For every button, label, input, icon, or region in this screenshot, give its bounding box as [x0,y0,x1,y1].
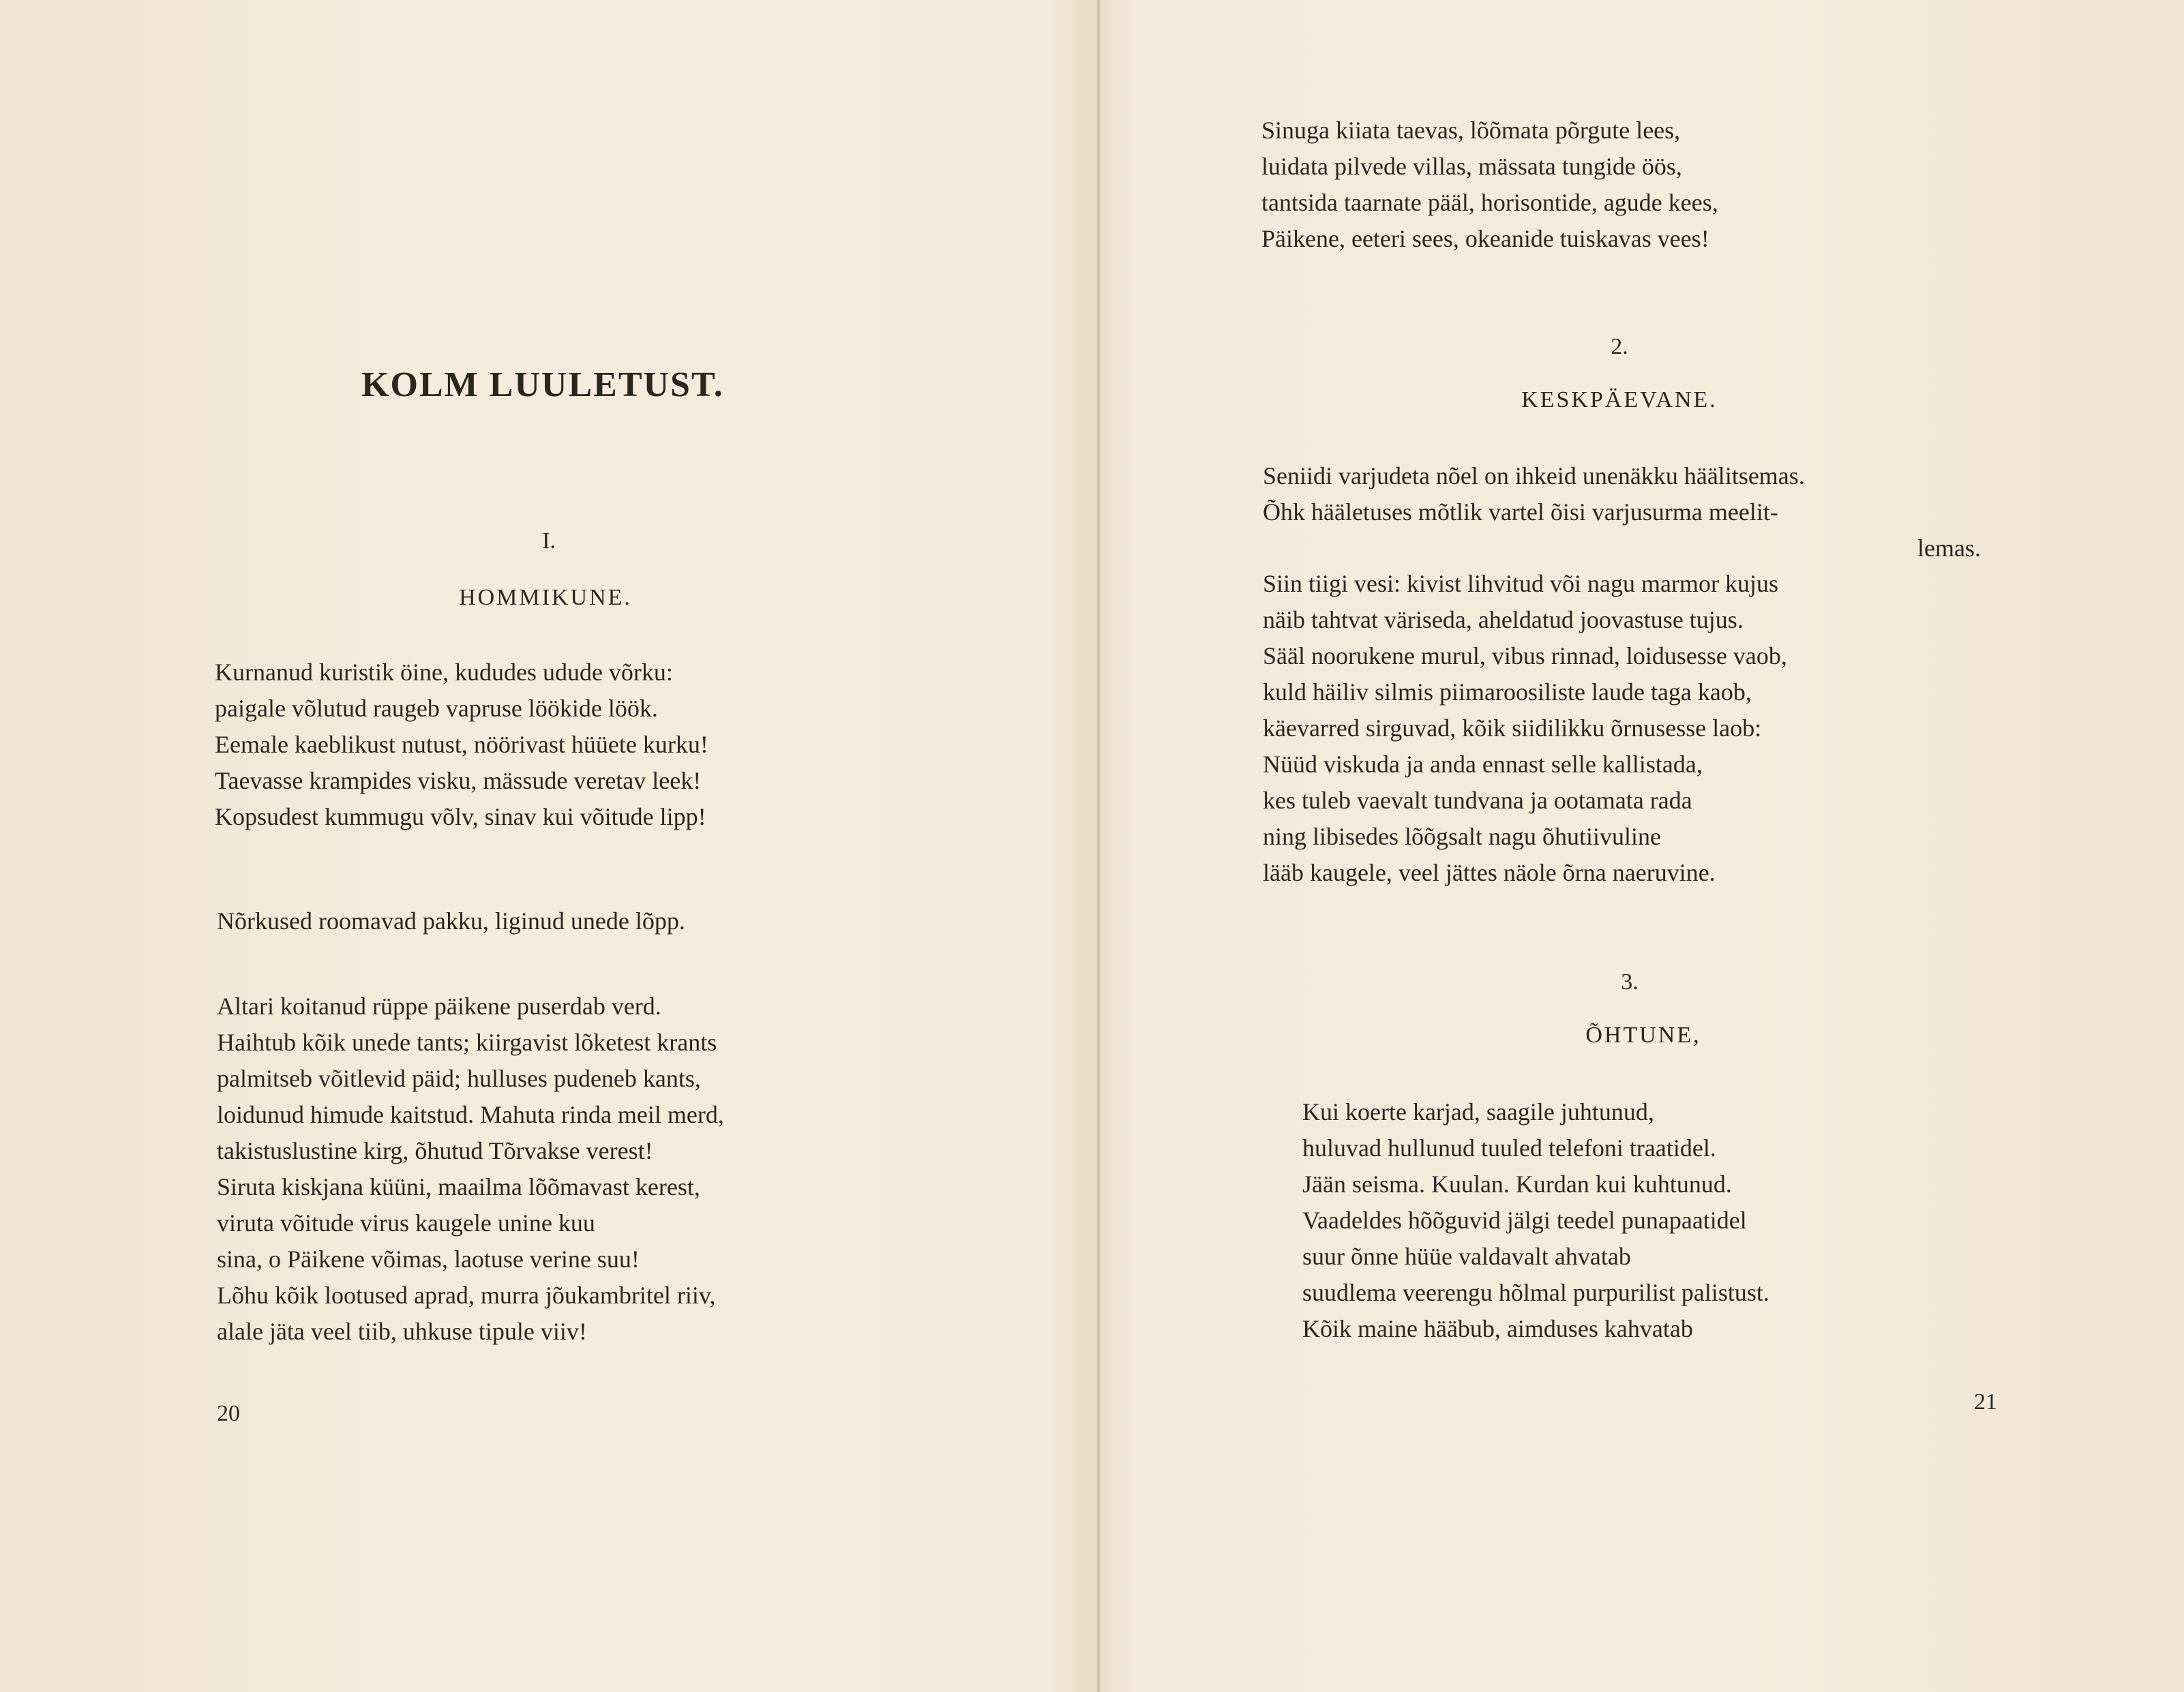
section-number-2: 2. [1611,334,1628,359]
poem-line: kuld häiliv silmis piimaroosiliste laude taga kaob, [1263,678,1752,706]
poem-line: takistuslustine kirg, õhutud Tõrvakse verest! [217,1137,653,1164]
poem-line: Kui koerte karjad, saagile juhtunud, [1302,1098,1654,1126]
poem-line: Seniidi varjudeta nõel on ihkeid unenäkku häälitsemas. [1263,462,1805,489]
poem-title-keskpaevane: KESKPÄEVANE. [1521,387,1718,412]
intro-stanza [1261,112,1718,257]
poem-line: Nüüd viskuda ja anda ennast selle kallistada, [1263,751,1703,778]
poem-title-hommikune: HOMMIKUNE. [459,585,632,610]
poem-line: käevarred sirguvad, kõik siidilikku õrnusesse laob: [1263,714,1762,742]
poem-line: luidata pilvede villas, mässata tungide öös, [1261,153,1682,180]
poem-line: Eemale kaeblikust nutust, nöörivast hüüete kurku! [215,731,708,758]
ohtune-stanza [1302,1094,1769,1347]
poem-line: Kurnanud kuristik öine, kududes udude võrku: [215,659,673,686]
section-number-1: I. [542,528,556,554]
poem-line: Kopsudest kummugu võlv, sinav kui võitude lipp! [215,803,706,830]
page-number-left: 20 [217,1401,240,1426]
poem-line: Siin tiigi vesi: kivist lihvitud või nagu marmor kujus [1263,570,1778,597]
poem-line: Jään seisma. Kuulan. Kurdan kui kuhtunud. [1302,1170,1732,1198]
poem-line: alale jäta veel tiib, uhkuse tipule viiv! [217,1318,587,1345]
keskpaevane-stanza-2 [1263,566,1787,891]
poem-line: näib tahtvat väriseda, aheldatud joovastuse tujus. [1263,606,1744,633]
poem-line: Nõrkused roomavad pakku, liginud unede lõpp. [217,907,685,935]
section-number-3: 3. [1621,969,1639,995]
poem-line: huluvad hullunud tuuled telefoni traatidel. [1302,1134,1716,1162]
poem-line: Õhk hääletuses mõtlik vartel õisi varjusurma meelit- [1263,498,1778,526]
keskpaevane-stanza-1 [1263,458,1981,566]
poem-line: sina, o Päikene võimas, laotuse verine suu! [217,1245,640,1273]
poem-line: loidunud himude kaitstud. Mahuta rinda meil merd, [217,1101,724,1128]
poem-title-ohtune: ÕHTUNE, [1585,1023,1701,1048]
poem-line: Kõik maine hääbub, aimduses kahvatab [1302,1315,1693,1342]
poem-line: kes tuleb vaevalt tundvana ja ootamata rada [1263,787,1692,814]
poem-line: tantsida taarnate pääl, horisontide, agude kees, [1261,189,1718,216]
poem-line: Altari koitanud rüppe päikene puserdab verd. [217,993,661,1020]
poem-line: suudlema veerengu hõlmal purpurilist palistust. [1302,1279,1769,1306]
poem-line: viruta võitude virus kaugele unine kuu [217,1209,595,1237]
poem-line: ning libisedes lõõgsalt nagu õhutiivuline [1263,823,1661,850]
poem-line: Vaadeldes hõõguvid jälgi teedel punapaatidel [1302,1207,1747,1234]
poem-line: paigale võlutud raugeb vapruse löökide löök. [215,695,658,722]
poem-line: Haihtub kõik unede tants; kiirgavist lõketest krants [217,1029,717,1056]
poem-line: lääb kaugele, veel jättes näole õrna naeruvine. [1263,859,1716,886]
poem-line: Sinuga kiiata taevas, lõõmata põrgute lees, [1261,117,1681,144]
stanza-2 [217,903,685,939]
stanza-3 [217,988,724,1350]
right-page [1098,0,2184,1692]
poem-line: palmitseb võitlevid päid; hulluses pudeneb kants, [217,1065,701,1092]
poem-line: Siruta kiskjana küüni, maailma lõõmavast kerest, [217,1173,700,1200]
poem-line: Päikene, eeteri sees, okeanide tuiskavas vees! [1261,225,1709,252]
page-number-right: 21 [1974,1389,1997,1415]
poem-line: Lõhu kõik lootused aprad, murra jõukambritel riiv, [217,1282,716,1309]
poem-line-wrap: lemas. [1917,534,1981,562]
page-title: KOLM LUULETUST. [361,365,724,404]
poem-line: Sääl noorukene murul, vibus rinnad, loidusesse vaob, [1263,642,1787,669]
stanza-1 [215,654,708,835]
poem-line: suur õnne hüüe valdavalt ahvatab [1302,1243,1631,1270]
poem-line: Taevasse krampides visku, mässude veretav leek! [215,767,702,794]
